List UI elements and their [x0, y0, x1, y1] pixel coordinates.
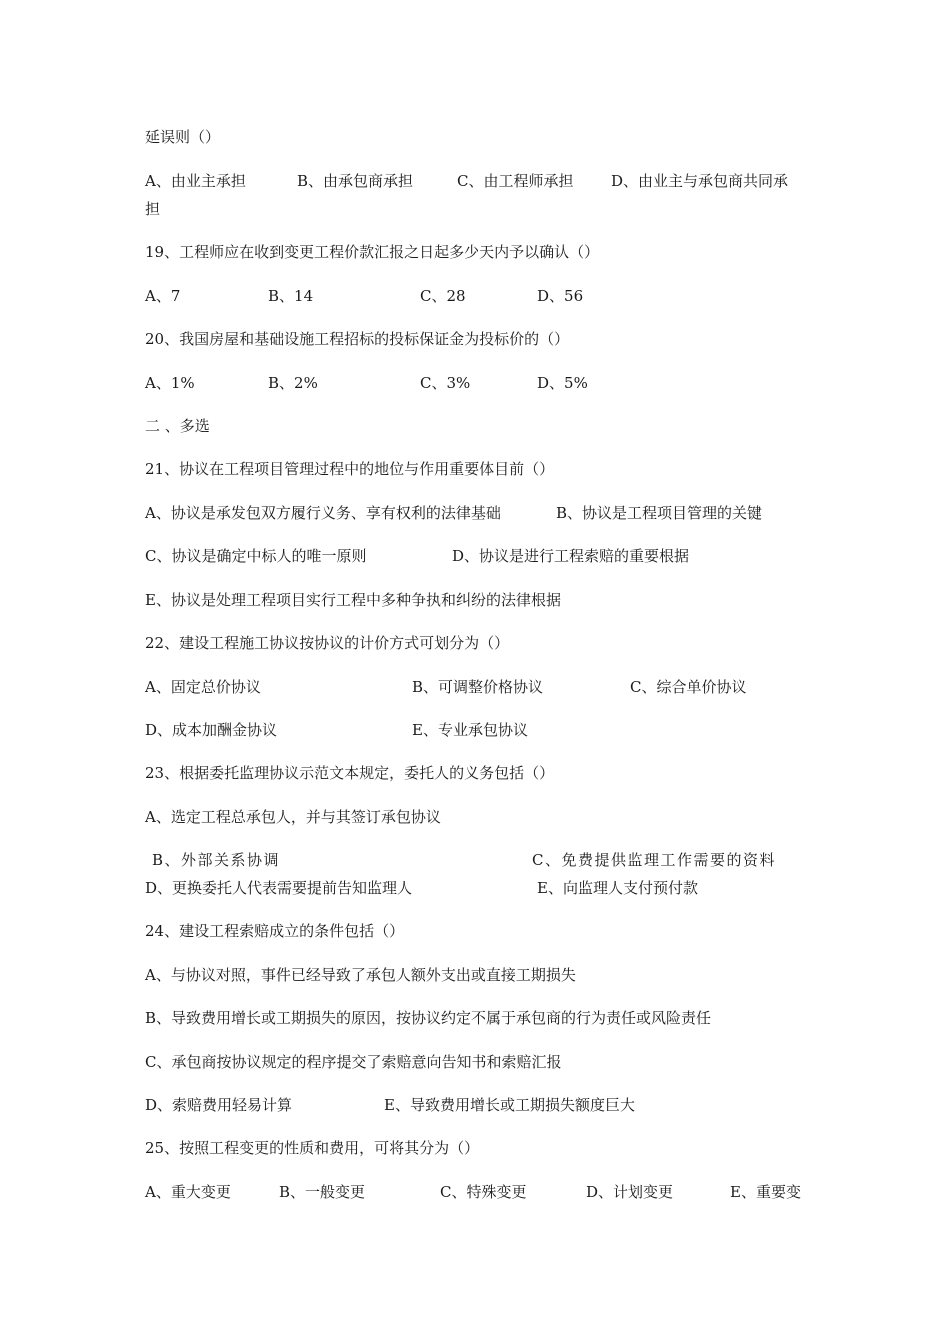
q24-option-a: A、与协议对照，事件已经导致了承包人额外支出或直接工期损失 [145, 966, 576, 984]
q23-option-d: D、更换委托人代表需要提前告知监理人 [145, 879, 413, 897]
q20-option-b: B、2% [268, 374, 318, 392]
q25-stem: 25、按照工程变更的性质和费用，可将其分为（） [145, 1139, 480, 1157]
q22-stem: 22、建设工程施工协议按协议的计价方式可划分为（） [145, 634, 510, 652]
q21-option-d: D、协议是进行工程索赔的重要根据 [452, 547, 690, 565]
q25-option-b: B、一般变更 [279, 1183, 366, 1201]
q22-option-a: A、固定总价协议 [145, 678, 261, 696]
q21-stem: 21、协议在工程项目管理过程中的地位与作用重要体目前（） [145, 460, 555, 478]
q21-option-a: A、协议是承发包双方履行义务、享有权利的法律基础 [145, 504, 501, 522]
q22-option-c: C、综合单价协议 [630, 678, 747, 696]
q23-option-b: B、外部关系协调 [152, 851, 281, 869]
q24-stem: 24、建设工程索赔成立的条件包括（） [145, 922, 405, 940]
q25-option-e: E、重要变 [730, 1183, 801, 1201]
q19-option-b: B、14 [268, 287, 314, 305]
q22-option-e: E、专业承包协议 [412, 721, 528, 739]
q24-option-c: C、承包商按协议规定的程序提交了索赔意向告知书和索赔汇报 [145, 1053, 562, 1071]
q18-option-a: A、由业主承担 [145, 172, 246, 190]
q21-option-e: E、协议是处理工程项目实行工程中多种争执和纠纷的法律根据 [145, 591, 561, 609]
q22-option-d: D、成本加酬金协议 [145, 721, 278, 739]
q20-option-a: A、1% [145, 374, 195, 392]
q18-option-b: B、由承包商承担 [297, 172, 414, 190]
q20-stem: 20、我国房屋和基础设施工程招标的投标保证金为投标价的（） [145, 330, 570, 348]
q23-stem: 23、根据委托监理协议示范文本规定，委托人的义务包括（） [145, 764, 555, 782]
q21-option-c: C、协议是确定中标人的唯一原则 [145, 547, 367, 565]
q25-option-c: C、特殊变更 [440, 1183, 527, 1201]
q23-option-c: C、免费提供监理工作需要的资料 [532, 851, 776, 869]
q18-option-d: D、由业主与承包商共同承 [611, 172, 789, 190]
q18-stem-tail: 延误则（） [145, 128, 221, 146]
q19-stem: 19、工程师应在收到变更工程价款汇报之日起多少天内予以确认（） [145, 243, 600, 261]
q19-option-d: D、56 [537, 287, 584, 305]
q22-option-b: B、可调整价格协议 [412, 678, 544, 696]
q19-option-a: A、7 [145, 287, 181, 305]
q18-option-c: C、由工程师承担 [457, 172, 574, 190]
q18-option-d-wrap: 担 [145, 200, 161, 218]
q25-option-a: A、重大变更 [145, 1183, 231, 1201]
q21-option-b: B、协议是工程项目管理的关键 [556, 504, 763, 522]
q20-option-d: D、5% [537, 374, 588, 392]
q20-option-c: C、3% [420, 374, 471, 392]
q23-option-a: A、选定工程总承包人，并与其签订承包协议 [145, 808, 441, 826]
q24-option-e: E、导致费用增长或工期损失额度巨大 [384, 1096, 635, 1114]
q24-option-d: D、索赔费用轻易计算 [145, 1096, 293, 1114]
q23-option-e: E、向监理人支付预付款 [537, 879, 698, 897]
q19-option-c: C、28 [420, 287, 466, 305]
q24-option-b: B、导致费用增长或工期损失的原因，按协议约定不属于承包商的行为责任或风险责任 [145, 1009, 712, 1027]
q25-option-d: D、计划变更 [586, 1183, 674, 1201]
section-heading-multiple-choice: 二 、多选 [145, 417, 210, 435]
